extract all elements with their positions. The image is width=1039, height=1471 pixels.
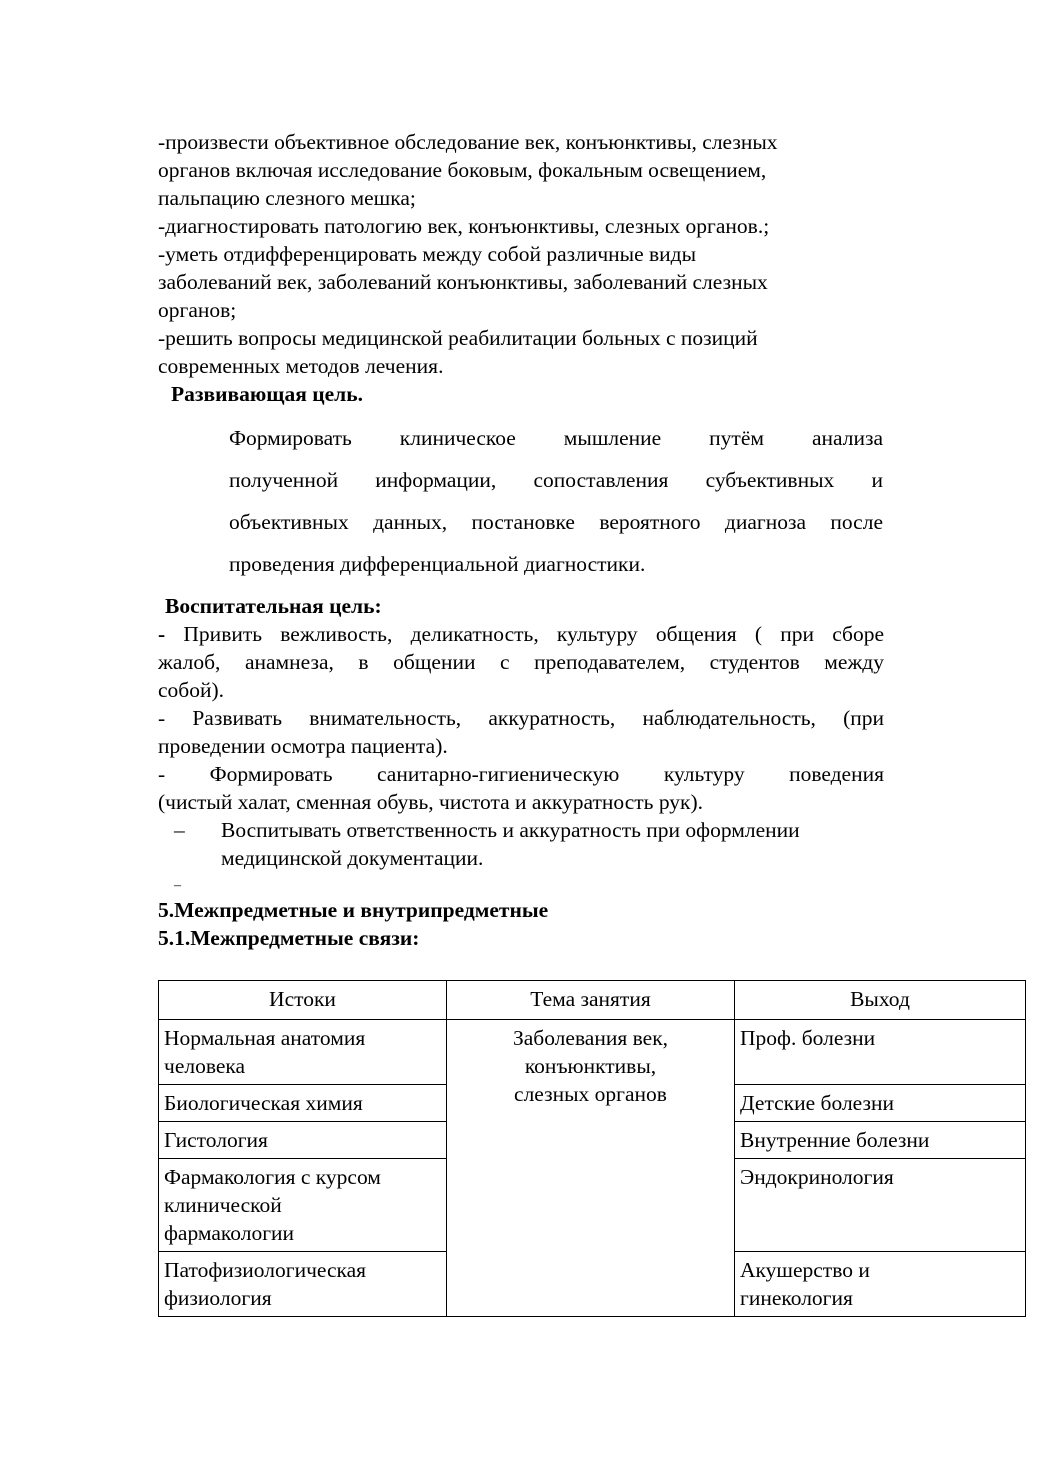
intro-line: -решить вопросы медицинской реабилитации больных с позиций <box>158 326 758 350</box>
source-cell <box>159 1020 447 1085</box>
cell-line: конъюнктивы, <box>524 1054 657 1078</box>
intro-line: -диагностировать патологию век, конъюнктивы, слезных органов.; <box>158 214 770 238</box>
output-cell <box>735 1252 1026 1317</box>
output-cell <box>735 1085 1026 1122</box>
cell-line: Акушерство и <box>740 1258 870 1282</box>
educational-item-line: - Формировать санитарно-гигиеническую культуру поведения <box>158 762 884 786</box>
intro-line: органов; <box>158 298 237 322</box>
section-heading: 5.Межпредметные и внутрипредметные <box>158 898 549 922</box>
intro-objectives <box>158 128 888 380</box>
list-dash-marker: – <box>174 878 181 893</box>
output-cell <box>735 1122 1026 1159</box>
cell-line: Детские болезни <box>740 1091 894 1115</box>
developing-goal-line: проведения дифференциальной диагностики. <box>229 552 646 576</box>
educational-item-text: Привить вежливость, деликатность, культуру общения ( при сборе <box>183 622 884 646</box>
table-row <box>159 1020 1026 1085</box>
developing-goal-heading: Развивающая цель. <box>171 382 363 406</box>
developing-goal-text <box>229 417 883 585</box>
source-cell <box>159 1159 447 1252</box>
intro-line: -произвести объективное обследование век, конъюнктивы, слезных <box>158 130 778 154</box>
source-cell <box>159 1252 447 1317</box>
intro-line: -уметь отдифференцировать между собой различные виды <box>158 242 697 266</box>
cell-line: клинической <box>164 1193 282 1217</box>
cell-line: Проф. болезни <box>740 1026 876 1050</box>
source-cell <box>159 1122 447 1159</box>
cell-line: гинекология <box>740 1286 853 1310</box>
cell-line: Биологическая химия <box>164 1091 363 1115</box>
cell-line: слезных органов <box>514 1082 667 1106</box>
header-topic: Тема занятия <box>447 981 735 1020</box>
topic-cell <box>447 1020 735 1317</box>
section-headings <box>158 896 548 952</box>
list-dash-marker: – <box>174 818 185 842</box>
educational-item-line: медицинской документации. <box>221 846 484 870</box>
educational-item-line: Воспитывать ответственность и аккуратность при оформлении <box>221 818 800 842</box>
educational-item-line: жалоб, анамнеза, в общении с преподавателем, студентов между <box>158 650 884 674</box>
educational-item-line: (чистый халат, сменная обувь, чистота и аккуратность рук). <box>158 790 704 814</box>
interdisciplinary-links-table <box>158 980 1026 1317</box>
header-sources: Истоки <box>159 981 447 1020</box>
cell-line: Внутренние болезни <box>740 1128 930 1152</box>
educational-goal-items <box>158 620 884 816</box>
cell-line: Фармакология с курсом <box>164 1165 381 1189</box>
cell-line: Патофизиологическая <box>164 1258 367 1282</box>
intro-line: современных методов лечения. <box>158 354 444 378</box>
cell-line: Заболевания век, <box>512 1026 669 1050</box>
educational-item-line <box>158 620 884 648</box>
educational-item-line: - Развивать внимательность, аккуратность, наблюдательность, (при <box>158 706 884 730</box>
cell-line: физиология <box>164 1286 272 1310</box>
cell-line: Эндокринология <box>740 1165 894 1189</box>
developing-goal-line: Формировать клиническое мышление путём анализа <box>229 426 883 450</box>
cell-line: Гистология <box>164 1128 268 1152</box>
cell-line: человека <box>164 1054 246 1078</box>
cell-line: Нормальная анатомия <box>164 1026 366 1050</box>
table-header-row <box>159 981 1026 1020</box>
developing-goal-line: полученной информации, сопоставления субъективных и <box>229 468 883 492</box>
header-output: Выход <box>735 981 1026 1020</box>
lead-dash: - <box>158 622 166 646</box>
output-cell <box>735 1159 1026 1252</box>
intro-line: пальпацию слезного мешка; <box>158 186 416 210</box>
cell-line: фармакологии <box>164 1221 295 1245</box>
source-cell <box>159 1085 447 1122</box>
subsection-heading: 5.1.Межпредметные связи: <box>158 926 420 950</box>
intro-line: заболеваний век, заболеваний конъюнктивы, заболеваний слезных <box>158 270 768 294</box>
output-cell <box>735 1020 1026 1085</box>
intro-line: органов включая исследование боковым, фокальным освещением, <box>158 158 767 182</box>
educational-list-item-text <box>221 816 800 872</box>
developing-goal-line: объективных данных, постановке вероятного диагноза после <box>229 510 883 534</box>
educational-item-line: проведении осмотра пациента). <box>158 734 448 758</box>
educational-item-line: собой). <box>158 678 225 702</box>
educational-goal-heading: Воспитательная цель: <box>165 594 382 618</box>
